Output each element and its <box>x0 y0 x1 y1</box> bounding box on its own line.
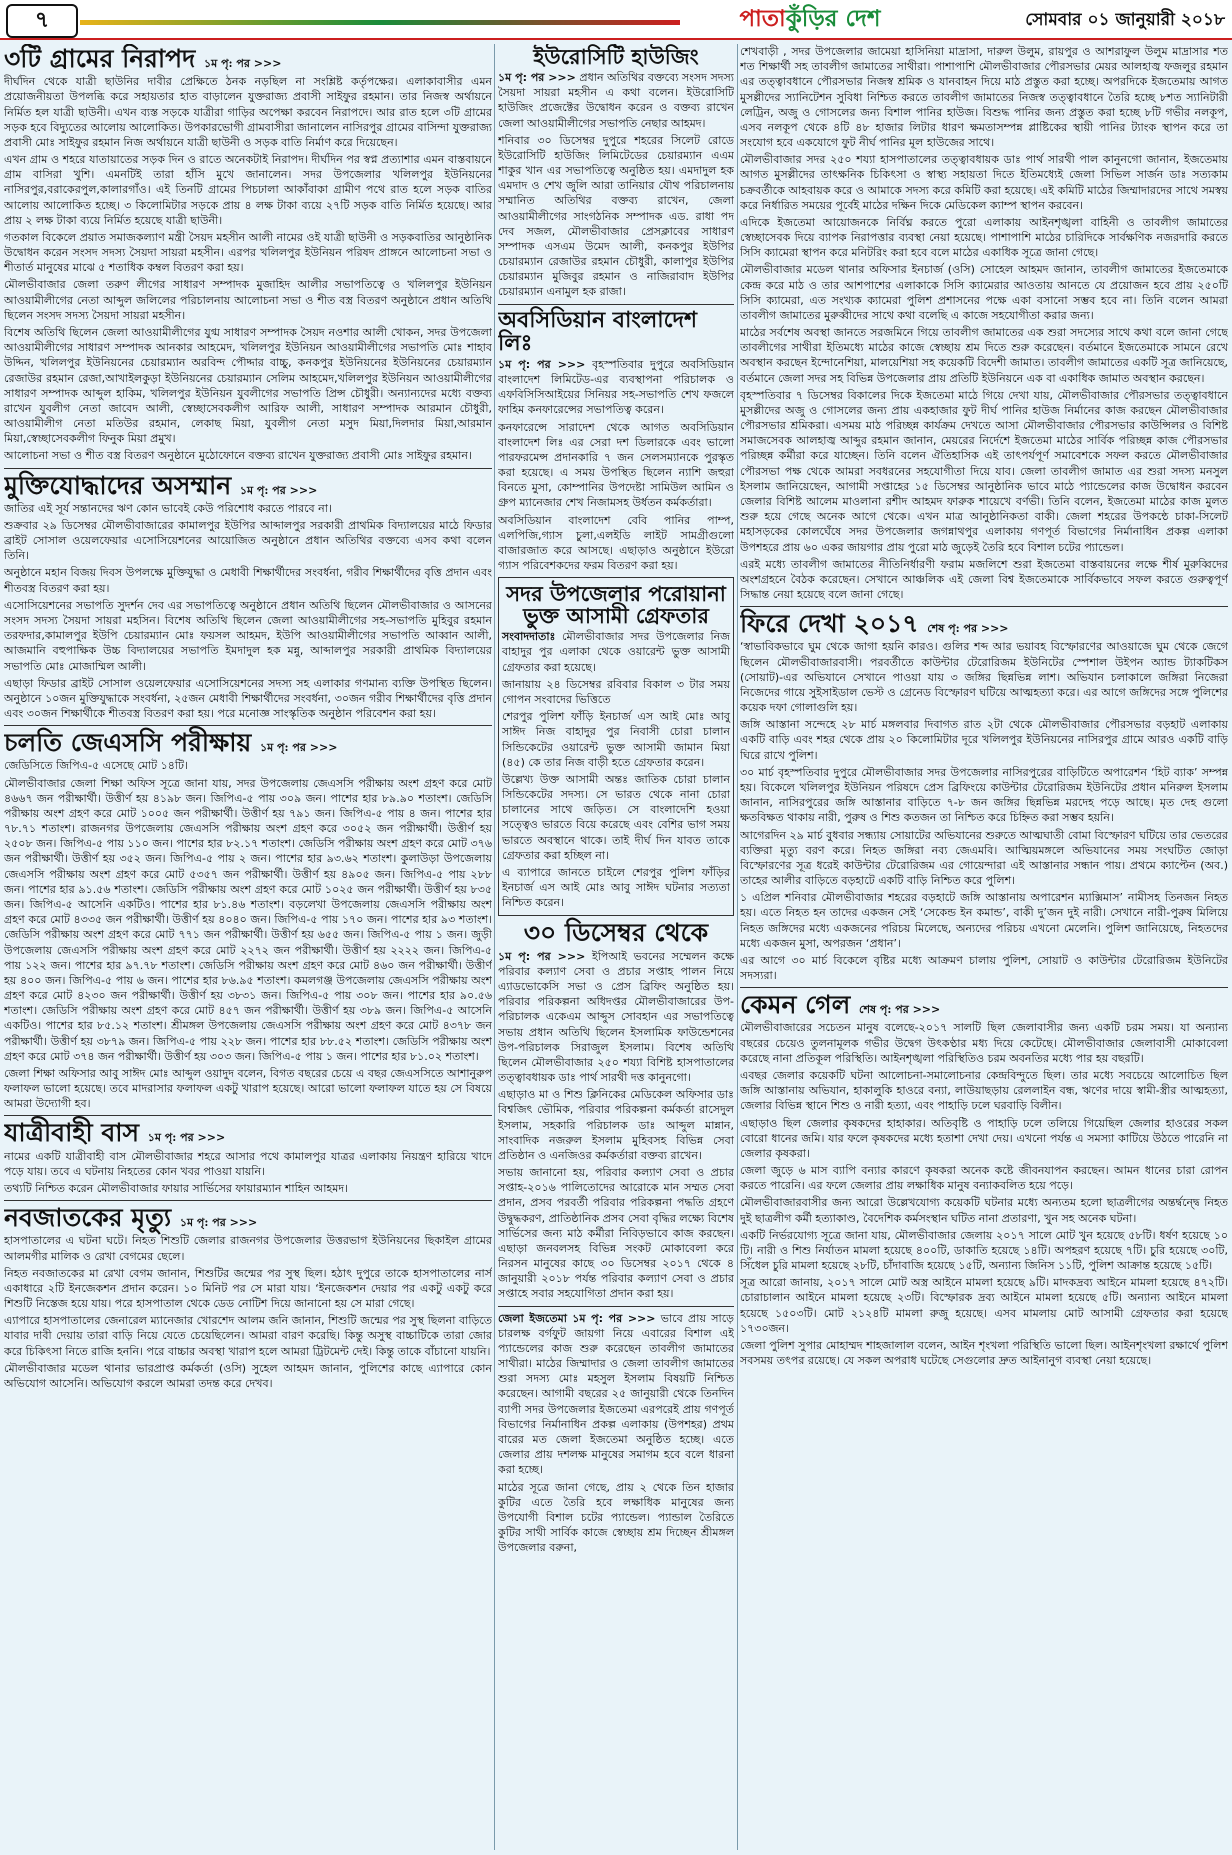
article-divider <box>4 1115 492 1116</box>
paragraph: এদিকে ইজতেমা আয়োজনকে নির্বিঘ্ন করতে পুরো এলাকায় আইনশৃঙ্খলা বাহিনী ও তাবলীগ জামাতের স্বেচ্ছাসেবক দিয়ে ব্যাপক নিরাপত্তার ব্যবস্থা নেয়া হয়েছে। পাশাপাশি মাঠের চারিদিকে সার্বক্ষণিক নজরদারি করতে সিসি ক্যামেরা স্থাপন করে মনিটরিং করা হবে বলে মাঠের একাধিক সূত্রে জানা গেছে। <box>740 215 1228 260</box>
article-divider <box>498 1306 734 1307</box>
article-headline <box>740 992 1228 1018</box>
paragraph: ১ এপ্রিল শনিবার মৌলভীবাজার শহরের বড়হাটে জঙ্গি আস্তানায় অপারেশন ম্যাক্সিমাস’ নামীসহ তিনজন নিহত হয়। এতে নিহত হন তাদের একজন সেই ‘সেকেন্ড ইন কমান্ড’, বাকী দু’জন দুই নারী। সেখানে নারী-পুরুষ মিলিয়ে নিহত জঙ্গিদের মধ্যে একজনের পরিচয় মিলেছে, অন্যদের পরিচয় এখনো মেলেনি। পুলিশ জানিয়েছে, নিহতদের মধ্যে একজন মুসা, অপরজন ‘প্রধান’। <box>740 891 1228 950</box>
paragraph: অনুষ্ঠানে মহান বিজয় দিবস উপলক্ষে মুক্তিযুদ্ধা ও মেধাবী শিক্ষার্থীদের সংবর্ধনা, গরীব শিক্ষার্থীদের বৃত্তি প্রদান এবং শীতবস্ত্র বিতরণ করা হয়। <box>4 566 492 595</box>
paragraph: দীর্ঘদিন থেকে যাত্রী ছাউনির দাবীর প্রেক্ষিতে ঠনক নড়ছিল না সংশ্লিষ্ট কর্তৃপক্ষের। এলাকাবাসীর এমন প্রয়োজনীয়তা উপলব্ধি করে সহায়তার হাত বাড়ালেন যুক্তরাজ্য প্রবাসী সাইফুর রহমান। তার নিজস্ব অর্থায়নে নির্মিত হল যাত্রী ছাউনী। এখন ব্যস্ত সড়কে যাত্রীরা গাড়ির অপেক্ষা করবেন নিরাপদে। আর রাত হলে ৩টি গ্রামের সড়ক হবে বিদ্যুতের আলোয় আলোকিত। উপকারভোগী গ্রামবাসীরা জানালেন নাসিরপুর গ্রামের বাসিন্দা যুক্তরাজ্য প্রবাসী মোঃ সাইফুর রহমান নিজ অর্থায়নে যাত্রী ছাউনী ও সড়ক বাতি নির্মাণ করে দিয়েছেন। <box>4 75 492 149</box>
article-divider <box>4 468 492 469</box>
paragraph: জেলা জুড়ে ৬ মাস ব্যাপি বন্যার কারণে কৃষকরা অনেক কষ্টে জীবনযাপন করছেন। আমন ধানের চারা রোপন করতে পারেনি। এর ফলে জেলার প্রায় লক্ষাধিক মানুষ বন্যাকবলিত হয়ে পড়ে। <box>740 1164 1228 1193</box>
paragraph: মৌলভীবাজারবাসীর জন্য আরো উল্লেখযোগ্য কয়েকটি ঘটনার মধ্যে অন্যতম হলো ছাত্রলীগের অন্তর্দ্বন্দ্বে নিহত দুই ছাত্রলীগ কর্মী হত্যাকাণ্ড, বৈদেশিক কর্মসংস্থান ঘটিত নানা প্রতারণা, খুন সহ অনেক ঘটনা। <box>740 1196 1228 1225</box>
paragraph-text: ভাবে প্রায় সাড়ে চারলক্ষ বর্গফুট জায়গা নিয়ে এবারের বিশাল এই প্যান্ডেলের কাজ শুরু করেছেন তাবলীগ জামাতের সাথীরা। মাঠের জিম্মাদার ও জেলা তাবলীগ জামাতের শুরা সদস্য মোঃ মহসুল ইসলাম বিষয়টি নিশ্চিত করেছেন। আগামী বছরের ২৫ জানুয়ারী থেকে তিনদিন ব্যাপী সদর উপজেলার ইজতেমা এরপরেই প্রায় গণপূর্ত বিভাগের নির্মানাধিন প্রকল্প এলাকায় (উপশহর) প্রথম বারের মত জেলা ইজতেমা অনুষ্ঠিত হচ্ছে। এতে জেলার প্রায় দশলক্ষ মানুষের সমাগম হবে বলে ধারনা করা হচ্ছে। <box>498 1311 734 1477</box>
paragraph: এ ব্যাপারে জানতে চাইলে শেরপুর পুলিশ ফাঁড়ির ইনচার্জ এস আই মোঃ আবু সাঈদ ঘটনার সত্যতা নিশ্চিত করেন। <box>502 865 730 910</box>
paragraph-text: বৃহস্পতিবার দুপুরে অবসিডিয়ান বাংলাদেশ লিমিটেড-এর ব্যবস্থাপনা পরিচালক ও এফবিসিসিআইয়ের সিনিয়র সহ-সভাপতি শেখ ফজলে ফাহিম কনফারেন্সের সভাপতিত্ব করেন। <box>498 357 734 417</box>
headline-text: যাত্রীবাহী বাস <box>4 1118 140 1148</box>
paragraph-text: মৌলভীবাজার সদর উপজেলার নিজ বাহাদুর পুর এলাকা থেকে ওয়ারেন্ট ভুক্ত আসামী গ্রেফতার করা হয়েছে। <box>502 630 731 674</box>
inline-headline: জেলা ইজতেমা <box>498 1311 567 1325</box>
paragraph: আগেরদিন ২৯ মার্চ বুধবার সন্ধ্যায় সোয়াটের অভিযানের শুরুতে আত্মঘাতী বোমা বিস্ফোরণ ঘটিয়ে তার ভেতরের ব্যক্তিরা মৃত্যু বরণ করে। নিহত জঙ্গিরা নব্য জেএমবি। আত্মিয়মঙ্গলে অভিযানের সময় সংঘটিত জোড়া বিস্ফোরণের সূত্র ধরেই কাউন্টার টেরোরিজম এর গোয়েন্দারা এই আস্তানার সন্ধান পায়। প্রথমে ক্যাপ্টেন (অব.) তাহের আলীর বাড়িতে বড়হাটে একটি বাড়ি নিশ্চিত করে পুলিশ। <box>740 828 1228 888</box>
paragraph: এসোসিয়েশনের সভাপতি সুদর্শন দেব এর সভাপতিত্বে অনুষ্ঠানে প্রধান অতিথি ছিলেন মৌলভীবাজার ও আসনের সংসদ সদস্য সৈয়দা সায়রা মহসিন। বিশেষ অতিথি ছিলেন জেলা আওয়ামীলীগের সহ-সভাপতি মুহিবুর রহমান তরফদার,কামালপুর ইউপি চেয়ারম্যান মোঃ ফয়সল আহমদ, ইউপি আওয়ামীলীগের সভাপতি আব্বান আলী, আজমানি বহুপাক্ষিক উচ্চ বিদ্যালয়ের সভাপতি ইমদাদুল হক মন্নু, আব্দালপুর সরকারী প্রাথমিক বিদ্যালয়ের সভাপতি মোঃ মোজাম্মিল আলী। <box>4 598 492 673</box>
paragraph: জেলা শিক্ষা অফিসার আবু সাঈদ মোঃ আব্দুল ওয়াদুদ বলেন, বিগত বছরের চেয়ে এ বছর জেএসসিতে আশানুরুপ ফলাফল ভালো হয়েছে। তবে মাদরাসার ফলাফল একটু খারাপ হয়েছে। আরো ভালো ফলাফল যাতে হয় সে বিষয়ে আমরা উদ্যোগী হব। <box>4 1066 492 1111</box>
paragraph: এছাড়া ফিডার ব্রাইট সোসাল ওয়েলফেয়ার এসোসিয়েশনের সদস্য সহ এলাকার গণমান্য ব্যক্তি উপস্থিত ছিলেন। অনুষ্ঠানে ১০জন মুক্তিযুদ্ধাকে সংবর্ধনা, ২৫জন মেধাবী শিক্ষার্থীদের সংবর্ধনা, ৩০জন গরীব শিক্ষার্থীদের বৃত্তি প্রদান এবং ৩০জন শিক্ষার্থীকে শীতবস্ত্র বিতরণ করা হয়। পরে মনোজ্ঞ সাংস্কৃতিক অনুষ্ঠান পরিবেশন করা হয়। <box>4 676 492 721</box>
paragraph: শুক্রবার ২৯ ডিসেম্বর মৌলভীবাজারের কামালপুর ইউপির আব্দালপুর সরকারী প্রাথমিক বিদ্যালয়ের মাঠে ফিডার ব্রাইট সোসাল ওয়েলফেয়ার এসোসিয়েশনের আয়োজিত অনুষ্ঠানে প্রধান অতিথির বক্তব্যে এসব কথা বলেন তিনি। <box>4 518 492 563</box>
paragraph: এর আগে ৩০ মার্চ বিকেলে বৃষ্টির মধ্যে আক্রমণ চালায় পুলিশ, সোয়াট ও কাউন্টার টেরোরিজম ইউনিটের সদস্যরা। <box>740 953 1228 983</box>
article-headline: ইউরোসিটি হাউজিং <box>533 44 699 69</box>
paragraph: সূত্র আরো জানায়, ২০১৭ সালে মোট অস্ত্র আইনে মামলা হয়েছে ৯টি। মাদকদ্রব্য আইনে মামলা হয়েছে ৪৭২টি। চোরাচালান আইনে মামলা হয়েছে ২৩টি। বিস্ফোরক দ্রব্য আইনে মামলা হয়েছে ৫টি। অন্যান্য আইনে মামলা হয়েছে ১৫০৩টি। মোট ২১২৪টি মামলা রুজু হয়েছে। এসব মামলায় মোট আসামী গ্রেফতার করা হয়েছে ১৭৩০জন। <box>740 1276 1228 1335</box>
paragraph: মৌলভীবাজার মডেল থানার ভারপ্রাপ্ত কর্মকর্তা (ওসি) সুহেল আহমদ জানান, পুলিশের কাছে এ্যাপারে কোন অভিযোগ আসেনি। অভিযোগ করলে আমরা তদন্ত করে দেখব। <box>4 1361 492 1390</box>
article-headline <box>4 470 492 500</box>
continuation-marker: ১ম পৃ: পর >>> <box>259 741 338 755</box>
paragraph: জঙ্গি আস্তানা সন্দেহে ২৮ মার্চ মঙ্গলবার দিবাগত রাত ২টা থেকে মৌলভীবাজার পৌরসভার বড়হাট এলাকায় একটি বাড়ি এবং শহর থেকে প্রায় ২০ কিলোমিটার দূরে খলিলপুর ইউনিয়নের নাসিরপুর গ্রামে আরও একটি বাড়ি ঘিরে রাখে পুলিশ। <box>740 718 1228 762</box>
article-freedom-fighters <box>4 470 492 722</box>
paragraph <box>498 70 734 131</box>
column-right <box>740 44 1228 1850</box>
paragraph: এবছর জেলার কয়েকটি ঘটনা আলোচনা-সমালোচনার কেন্দ্রবিন্দুতে ছিল। তার মধ্যে সবচেয়ে আলোচিত ছিল জঙ্গি আস্তানায় অভিযান, হাকালুকি হাওরে বন্যা, লাউয়াছড়ায় রেললাইন বন্ধ, ঋণের দায়ে স্বামী-স্ত্রীর আত্মহত্যা, জেলার বিভিন্ন স্থানে শিশু ও নারী হত্যা, এবং পাহাড়ি ঢলে ঘরবাড়ি বিলীন। <box>740 1068 1228 1113</box>
paragraph: জেলা পুলিশ সুপার মোহাম্মদ শাহজালাল বলেন, আইন শৃংখলা পরিস্থিতি ভালো ছিল। আইনশৃংখলা রক্ষার্থে পুলিশ সবসময় তৎপর রয়েছে। যে সকল অপরাধ ঘটেছে সেগুলোর দ্রুত আইনানুগ ব্যবস্থা নেয়া হয়েছে। <box>740 1338 1228 1368</box>
masthead-color-stripe <box>80 20 680 25</box>
headline-text: কেমন গেল <box>740 990 851 1020</box>
paragraph: গতকাল বিকেলে প্রয়াত সমাজকল্যাণ মন্ত্রী সৈয়দ মহসীন আলী নামের ওই যাত্রী ছাউনী ও সড়কবাতির আনুষ্ঠানিক উদ্বোধন করেন সংসদ সদস্য সৈয়দা সায়রা মহসীন। এরপর খলিলপুর ইউনিয়ন পরিষদ প্রাঙ্গনে আলোচনা সভা ও শীতার্ত মানুষের মাঝে ৫ শতাধিক কম্বল বিতরণ করা হয়। <box>4 230 492 275</box>
column-middle <box>498 44 734 1850</box>
paragraph: বৃহস্পতিবার ৭ ডিসেম্বর বিকালের দিকে ইজতেমা মাঠে গিয়ে দেখা যায়, মৌলভীবাজার পৌরসভার তত্ত্বাবধানে মুসল্লীদের অজু ও গোসলের জন্য প্রায় একহাজার ফুট দীর্ঘ পানির হাউজ নির্মানের কাজ করছেন মৌলভীবাজার পৌরসভার শ্রমিকরা। এসময় মাঠ পরিচ্ছন্ন কার্যক্রম দেখতে আসা মৌলভীবাজার পৌরসভার কাউন্সিলর ও বিশিষ্ট সমাজসেবক আলহাজ্ব আব্দুর রহমান জানান, মেয়রের নির্দেশে ইজতেমা মাঠের সার্বিক পরিচ্ছন্ন কাজ পৌরসভার পরিচ্ছন্ন কর্মীরা করে যাচ্ছেন। তিনি বলেন ঐতিহাসিক এই তাৎপর্যপূর্ণ সমাবেশকে সফল করতে মৌলভীবাজার পৌরসভা পক্ষ থেকে আমরা সবধরনের সহযোগীতা দিয়ে যাব। জেলা তাবলীগ জামাত এর শুরা সদস্য মনসুল ইসলাম জানিয়েছেন, আগামী সপ্তাহের ১৫ ডিসেম্বর আনুষ্ঠানিক ভাবে মাঠে প্যান্ডেলের কাজ উদ্বোধন করবেন জেলার বিশিষ্ট আলেম মাওলানা রশীদ আহমদ ফারুক শায়েখে বর্ণভী। তিনি বলেন, ইজতেমা মাঠের কাজ মুলত শুরু হয়ে গেছে অনেক আগে থেকে। এখন মাত্র আনুষ্ঠানিকতা বাকী। জেলা শহরের উপকন্ঠে চাকা-সিলেট মহাসড়কের কোলঘেঁষে সদর উপজেলার জগন্নাথপুর এলাকায় গণপূর্ত বিভাগের নির্মানাধিন প্রকল্প এলাকা উপশহরে প্রায় ৬০ একর জায়গার প্রায় পুরো মাঠ জুড়েই তৈরি হবে বিশাল চটের প্যান্ডেল। <box>740 388 1228 554</box>
continuation-marker: ১ম পৃ: পর >>> <box>147 1131 226 1145</box>
paragraph: বিশেষ অতিথি ছিলেন জেলা আওয়ামীলীগের যুগ্ম সাধারণ সম্পাদক সৈয়দ নওশার আলী খোকন, সদর উপজেলা আওয়ামীলীগের সাধারণ সম্পাদক আনকার আহমেদ, খলিলপুর ইউনিয়ন আওয়ামীলীগের সভাপতি মোঃ শাহাব উদ্দিন, খলিলপুর ইউনিয়নের চেয়ারম্যান অরবিন্দ পৌদ্দার বাচ্চু, কনকপুর ইউনিয়নের ইউনিয়নের চেয়ারম্যান রেজাউর রহমান রেজা,আখাইলকুড়া ইউনিয়নের চেয়ারম্যান সেলিম আহমেদ,খলিলপুর ইউনিয়ন আওয়ামীলীগের সাধারণ সম্পাদক আব্দুল হাকিম, খলিলপুর ইউনিয়ন যুবলীগের সভাপতি প্রিন্স চৌধুরী। অন্যান্যদের মধ্যে বক্তব্য রাখেন যুবলীগ নেতা জাবেদ আলী, স্বেচ্ছাসেবকলীগ আরিফ আলী, সাধারণ সম্পাদক আরমান চৌধুরী, আওয়ামীলীগ নেতা মতিউর রহমান, লেকাছ মিয়া, যুবলীগ নেতা মসুদ মিয়া,দিলদার মিয়া,আরমান মিয়া,স্বেচ্ছাসেবকলীগ ফিনুক মিয়া প্রমুখ। <box>4 326 492 446</box>
continuation-marker: ১ম পৃ: পর >>> <box>498 949 586 963</box>
headline-text: ফিরে দেখা ২০১৭ <box>740 609 919 639</box>
article-divider <box>498 304 734 305</box>
paragraph <box>498 357 734 418</box>
article-looking-back-2017 <box>740 611 1228 983</box>
headline-text: চলতি জেএসসি পরীক্ষায় <box>4 728 252 758</box>
paragraph <box>498 1311 734 1478</box>
dateline: সংবাদদাতাঃ <box>502 630 556 644</box>
paragraph: মৌলভীবাজার মডেল থানার অফিসার ইনচার্জ (ওসি) সোহেল আহমদ জানান, তাবলীগ জামাতের ইজতেমাকে কেন্দ্র করে মাঠ ও তার আশপাশের এলাকাকে সিসি ক্যামেরার আওতায় আনতে যে প্রয়োজন হবে প্রায় ২৫০টি সিসি ক্যামেরা, এত সংখ্যক ক্যামেরা পুলিশ প্রশাসনের পক্ষে একা বসানো সম্ভব হবে না। তিনি বলেন আমরা তাবলীগ জামাতের মুরুব্বীদের সাথে কথা বলেছি এ কাজে সহযোগীতা করার জন্য। <box>740 263 1228 322</box>
article-district-ijtema <box>498 1311 734 1556</box>
article-obsidian <box>498 306 734 574</box>
paragraph: ৩০ মার্চ বৃহস্পতিবার দুপুরে মৌলভীবাজার সদর উপজেলার নাসিরপুরের বাড়িটিতে অপারেশন ‘হিট ব্যাক’ সম্পন্ন হয়। বিকেলে খলিলপুর ইউনিয়ন পরিষদে প্রেস ব্রিফিংয়ে কাউন্টার টেরোরিজম ইউনিটের প্রধান মনিরুল ইসলাম জানান, নাসিরপুরের জঙ্গি আস্তানার বাড়িতে ৭-৮ জন জঙ্গির ছিন্নভিন্ন মরদেহ পড়ে আছে। মৃত দেহ গুলো ক্ষতবিক্ষত থাকায় নারী, পুরুষ ও শিশু কতজন তা নিশ্চিত করে চিহ্নিত করা সম্ভব হয়নি। <box>740 765 1228 825</box>
paragraph: নিহত নবজাতকের মা রেখা বেগম জানান, শিশুটির জন্মের পর সুস্থ ছিল। হঠাৎ দুপুরে তাকে হাসপাতালের নার্স একাধারে ২টি ইনজেকশন প্রদান করেন। ১০ মিনিট পর সে মারা যায়। ‘ইনজেকশন দেয়ার পর একটু একটু করে শিশুটি নিস্তেজ হয়ে যায়। পরে হাসপাতাল থেকে ডেড নোটিশ দিয়ে জানানো হয় সে মারা গেছে। <box>4 1266 492 1311</box>
logo-part-2: কুঁড়ির দেশ <box>785 6 881 32</box>
paragraph: অবসিডিয়ান বাংলাদেশ বেবি পানির পাম্প, এলপিজি,গ্যাস চুলা,এলইডি লাইট সামগ্রীগুলো বাজারজাত করে আসছে। এছাড়াও অনুষ্ঠানে ইউরো গ্যাস পরিবেশকদের ফরম বিতরণ করা হয়। <box>498 513 734 573</box>
column-divider <box>737 44 738 1850</box>
paragraph: জাতির এই সূর্য সন্তানদের ঋণ কোন ভাবেই কেউ পরিশোধ করতে পারবে না। <box>4 501 332 515</box>
article-how-was-it <box>740 992 1228 1368</box>
paragraph: ‘স্বাভাবিকভাবে ঘুম থেকে জাগা হয়নি কারও। গুলির শব্দ আর ভয়াবহ বিস্ফোরণের আওয়াজে ঘুম থেকে জেগে ছিলেন মৌলভীবাজারবাসী। পরবর্তীতে কাউন্টার টেরোরিজম ইউনিটের স্পেশাল উইপন অ্যান্ড ট্যাকটিকস (সোয়াট)-এর অভিযানে সেখানে পাওয়া যায় ৩ জঙ্গির ছিন্নভিন্ন লাশ। অভিযান চলাকালে জঙ্গিরা নিজেরা নিজেদের গায়ে সুইসাইডাল ভেস্ট ও গ্রেনেড বিস্ফোরণ ঘটিয়ে আত্মহত্যা করে। এর আগে জঙ্গিদের সঙ্গে পুলিশের কয়েক দফা গোলাগুলি হয়। <box>740 640 1228 715</box>
paragraph: মৌলভীবাজার জেলা তরুণ লীগের সাধারণ সম্পাদক মুজাহিদ আলীর সভাপতিত্বে ও খলিলপুর ইউনিয়ন আওয়ামীলীগের নেতা আব্দুল জলিলের পরিচালনায় আলোচনা সভা ও শীত বস্ত্র বিতরণ অনুষ্ঠানে প্রধান অতিথি ছিলেন সংসদ সদস্য সৈয়দা সায়রা মহসীন। <box>4 278 492 322</box>
article-eurocity-housing <box>498 46 734 300</box>
article-divider <box>740 606 1228 607</box>
paragraph-text: প্রধান অতিথির বক্তব্যে সংসদ সদস্য সৈয়দা সায়রা মহসীন এ কথা বলেন। ইউরোসিটি হাউজিং প্রজেক্টের উদ্বোধন করেন ও বক্তব্য রাখেন জেলা আওয়ামীলীগের সভাপতি নেছার আহমদ। <box>498 71 734 130</box>
logo-part-1: পাতা <box>739 6 786 32</box>
article-jsc-exam <box>4 730 492 1111</box>
article-headline <box>4 730 492 756</box>
paragraph: মাঠের সর্বশেষ অবস্থা জানতে সরজমিনে গিয়ে তাবলীগ জামাতের এক শুরা সদস্যের সাথে কথা বলে জানা গেছে তাবলীগের সাথীরা ইতিমধ্যে মাঠের কাজে স্বেচ্ছায় শ্রম দিতে শুরু করেছেন। বর্তমানে ইজতেমাকে সামনে রেখে অবস্থান করছেন ইন্দোনেশিয়া, মালয়েশিয়া সহ কয়েকটি বিদেশী জামাত। তাবলীগ জামাতের একটি সূত্র জানিয়েছে, বর্তমানে জেলা সদর সহ বিভিন্ন উপজেলার প্রায় প্রতিটি ইউনিয়নে এক বা একাধিক জামাত অবস্থান করছেন। <box>740 326 1228 385</box>
issue-date: সোমবার ০১ জানুয়ারী ২০১৮ <box>1025 10 1225 30</box>
continuation-marker: ১ম পৃ: পর >>> <box>498 71 576 85</box>
article-divider <box>4 725 492 726</box>
article-headline <box>4 1120 492 1146</box>
paragraph: উল্লেখ্য উক্ত আসামী অন্তঃ জাতিক চোরা চালান সিন্ডিকেটের সদস্য। সে ভারত থেকে নানা চোরা চালানের সাথে জড়িত। সে বাংলাদেশি হওয়া সত্ত্বেও ভারতে বিয়ে করেছে এবং বেশির ভাগ সময় ভারতে অবস্থানে থাকে। তাই দীর্ঘ দিন যাবত তাকে গ্রেফতার করা হচ্ছিল না। <box>502 772 730 862</box>
headline-text: নবজাতকের মৃত্যু <box>4 1203 172 1233</box>
paragraph: এখন গ্রাম ও শহরে যাতায়াতের সড়ক দিন ও রাতে অনেকটাই নিরাপদ। দীর্ঘদিন পর স্বপ্ন প্রত্যাশার এমন বাস্তবায়নে গ্রাম বাসিরা খুশি। এমনটিই তারা হাঁসি মুখে জানালেন। সদর উপজেলার খলিলপুর ইউনিয়নের নাসিরপুর,বরাকেরপুল,কালারগাঁও। এই তিনটি গ্রামের পিচঢালা আকাঁবাকা গ্রামীণ পথে রাত হলে সড়ক বাতির আলোয় আলোকিত হচ্ছে। ৩ কিলোমিটার সড়কে প্রায় ৪ লক্ষ টাকা ব্যয়ে ২৭টি সড়ক বাতি নির্মিত হয়েছে। আর প্রায় ২ লক্ষ টাকা ব্যয়ে নির্মিত হয়েছে যাত্রী ছাউনী। <box>4 153 492 227</box>
paragraph: শনিবার ৩০ ডিসেম্বর দুপুরে শহরের সিলেট রোডে ইউরোসিটি হাউজিং লিমিটেডের চেয়ারম্যান এএম শাকুর খান এর সভাপতিত্বে অনুষ্ঠিত হয়। এমদাদুল হক এমদাদ ও শেখ জুলি আরা তানিয়ার যৌথ পরিচালনায় সম্মানিত অতিথির বক্তব্য রাখেন, জেলা আওয়ামীলীগের সাংগঠনিক সম্পাদক এড. রাধা পদ দেব সজল, মৌলভীবাজার প্রেসক্লাবের সাধারণ সম্পাদক এসএম উমেদ আলী, কনকপুর ইউপির চেয়ারম্যান রেজাউর রহমান চৌধুরী, কালাপুর ইউপির চেয়ারম্যান মুজিবুর রহমান ও নাজিরাবাদ ইউপির চেয়ারম্যান এনামুল হক রাজা। <box>498 133 734 299</box>
paragraph: মৌলভীবাজারের সচেতন মানুষ বলেছে-২০১৭ সালটি ছিল জেলাবাসীর জন্য একটি চরম সময়। যা অন্যান্য বছরের চেয়েও তুলনামূলক গভীর উদ্বেগ উৎকণ্ঠার মধ্য দিয়ে কেটেছে। মৌলভীবাজার জেলাবাসী মোকাবেলা করেছে নানা প্রতিকূল পরিস্থিতি। আইনশৃঙ্খলা পরিস্থিতিও চরম অবনতির মধ্যে পার হয় বছরটি। <box>740 1021 1228 1065</box>
paragraph: এছাড়াও ছিল জেলার কৃষকদের হাহাকার। অতিবৃষ্টি ও পাহাড়ি ঢলে তলিয়ে গিয়েছিল জেলার হাওরের সকল বোরো ধানের জমি। যার ফলে কৃষকদের মধ্যে হতাশা দেখা দেয়। এখনো পর্যন্ত এ সমস্যা কাটিয়ে উঠতে পারেনি না জেলার কৃষকরা। <box>740 1116 1228 1160</box>
continuation-marker: ১ম পৃ: পর >>> <box>179 1216 258 1230</box>
paragraph: শেখবাড়ী , সদর উপজেলার জামেয়া হাসিনিয়া মাদ্রাসা, দারুল উলুম, রায়পুর ও আশরাফুল উলুম মাদ্রাসার শত শত শিক্ষার্থী সহ তাবলীগ জামাতের সাথীরা। পাশাপাশি মৌলভীবাজার পৌরসভার মেয়র আলহাজ্ব ফজলুর রহমান এর তত্ত্বাবধানে পৌরসভার নিজস্ব শ্রমিক ও যানবাহন দিয়ে মাঠ প্রস্তুত করা হচ্ছে। অপরদিকে ইজতেমায় আগত মুসল্লীদের স্যানিটেশন সুবিধা নিশ্চিত করতে তাবলীগ জামাতের নিজস্ব তত্ত্বাবধানে তৈরি হচ্ছে ৮শত স্যানিটারী লেট্রিন, অজু ও গোসলের জন্য বিশাল পানির হাউজ। বিশুদ্ধ পানির জন্য প্রস্তুত করা হচ্ছে ৮টি গভীর নলকূপ, এসব নলকূপ থেকে ৪টি ৪৮ হাজার লিটার ধারণ ক্ষমতাসম্পন্ন প্লাষ্টিকের স্থায়ী পানির ট্যাংক স্থাপন করে তা সংযোগ হবে একযোগে ফুট নীর্ঘ পানির মূল হাউজের সাথে। <box>740 45 1228 150</box>
article-headline <box>4 1205 492 1231</box>
article-passenger-bus <box>4 1120 492 1196</box>
headline-text: ৩টি গ্রামের নিরাপদ <box>4 44 196 73</box>
continuation-marker: শেষ পৃ: পর >>> <box>927 622 1009 636</box>
headline-text: মুক্তিযোদ্ধাদের অসম্মান <box>4 470 232 500</box>
article-dec-30 <box>498 920 734 1301</box>
article-headline: সদর উপজেলার পরোয়ানা ভুক্ত আসামী গ্রেফতার <box>506 581 726 629</box>
continuation-marker: ১ম পৃ: পর >>> <box>572 1311 656 1325</box>
article-headline: ৩০ ডিসেম্বর থেকে <box>523 918 709 948</box>
paragraph: কনফারেন্সে সারাদেশ থেকে আগত অবসিডিয়ান বাংলাদেশ লিঃ এর সেরা দশ ডিলারকে এবং ভালো পারফরমেন্স প্রদানকারি ৭ জন সেলসম্যানকে পুরস্কৃত করা হয়েছে। এ সময় উপস্থিত ছিলেন ন্যাশি জহুরা বিনতে মুসা, কোম্পানির উপদেষ্টা সামিউল আমিন ও গ্রুপ ম্যানেজার শেখ নিজামসহ উর্ধতন কর্মকর্তারা। <box>498 420 734 510</box>
paragraph: জানায়ায় ২৪ ডিসেম্বর রবিবার বিকাল ৩ টার সময় গোপন সংবাদের ভিত্তিতে <box>502 677 730 706</box>
paragraph: শেরপুর পুলিশ ফাঁড়ি ইনচার্জ এস আই মোঃ আবু সাঈদ নিজ বাহাদুর পুর নিবাসী চোরা চালান সিন্ডিকেটের ওয়ারেন্ট ভুক্ত আসামী জামান মিয়া (৪৫) কে তার নিজ বাড়ী হতে গ্রেফতার করেন। <box>502 710 730 769</box>
article-headline <box>4 46 492 72</box>
paragraph: হাসপাতালের এ ঘটনা ঘটে। নিহত শিশুটি জেলার রাজনগর উপজেলার উত্তরভাগ ইউনিয়নের ছিকাইল গ্রামের আলমগীর মালিক ও রেখা বেগমের ছেলে। <box>4 1234 492 1263</box>
paragraph: জেডিসিতে জিপিএ-৫ এসেছে মোট ১৪টি। <box>4 759 188 773</box>
paragraph <box>502 629 730 675</box>
paragraph: একটি নির্ভরযোগ্য সূত্রে জানা যায়, মৌলভীবাজার জেলায় ২০১৭ সালে মোট খুন হয়েছে ৫৮টি। ধর্ষণ হয়েছে ১০ টি। নারী ও শিশু নির্যাতন মামলা হয়েছে ৪০০টি, ডাকাতি হয়েছে ১৪টি। অপহরণ হয়েছে ৭টি। চুরি হয়েছে ৩০টি, সিঁধেল চুরি মামলা হয়েছে ২৮টি, চাঁদাবাজি হয়েছে ১৫টি, অন্যান্য জিনিস ১১টি, পুলিশ আক্রান্ত হয়েছে ১৫টি। <box>740 1228 1228 1273</box>
article-headline: অবসিডিয়ান বাংলাদেশ লিঃ <box>498 306 698 356</box>
article-village-safety <box>4 46 492 464</box>
article-newborn-death <box>4 1205 492 1391</box>
column-left <box>4 44 492 1850</box>
paragraph: সভায় জানানো হয়, পরিবার কল্যাণ সেবা ও প্রচার সপ্তাহ-২০১৬ পালিতোদের আরোকে মান সম্মত সেবা প্রদান, প্রসব পরবর্তী পরিবার পরিকল্পনা পদ্ধতি গ্রহণে উদ্বুদ্ধকরণ, প্রাতিষ্ঠানিক প্রসব সেবা বৃদ্ধির লক্ষ্যে বিশেষ সার্ভিসের জন্য মাঠ কর্মীরা নিবিড়ভাবে কাজ করছেন। এছাড়া জনবলসহ বিভিন্ন সংকট মোকাবেলা করে নিরসন মানুষের কাছে ৩০ ডিসেম্বর ২০১৭ থেকে ৪ জানুয়ারী ২০১৮ পর্যন্ত পরিবার কল্যাণ সেবা ও প্রচার সপ্তাহে সবার সহযোগিতা প্রদান করা হয়। <box>498 1166 734 1301</box>
article-divider <box>4 1200 492 1201</box>
article-ijtema-continued <box>740 44 1228 602</box>
article-warrant-arrest <box>498 577 734 916</box>
newspaper-logo <box>690 3 930 35</box>
paragraph: মাঠের সূত্রে জানা গেছে, প্রায় ২ থেকে তিন হাজার কুটির এতে তৈরি হবে লক্ষাধিক মানুষের জন্য উপযোগী বিশাল চটের প্যান্ডেল। প্যান্ডাল তৈরিতে কুটির সাথী সার্বিক কাজে স্বেচ্ছায় শ্রম দিচ্ছেন শ্রীমঙ্গল উপজেলার বরুনা, <box>498 1480 734 1555</box>
article-headline <box>740 611 1228 637</box>
continuation-marker: ১ম পৃ: পর >>> <box>498 357 586 371</box>
paragraph: এছাড়াও মা ও শিশু ক্লিনিকের মেডিকেল অফিসার ডাঃ বিশ্বজিৎ ভৌমিক, পরিবার পরিকল্পনা কর্মকর্তা রাসেদুল ইসলাম, সহকারি পরিচালক ডাঃ আব্দুল মান্নান, সাংবাদিক নজরুল ইসলাম মুহিবসহ বিভিন্ন সেবা প্রতিষ্ঠান ও এনজিওর কর্মকর্তারা বক্তব্য রাখেন। <box>498 1088 734 1162</box>
paragraph-text: ইপিআই ভবনের সম্মেলন কক্ষে পরিবার কল্যাণ সেবা ও প্রচার সপ্তাহ পালন নিয়ে এ্যাডভোকেসি সভা ও প্রেস ব্রিফিং অনুষ্ঠিত হয়। পরিবার পরিকল্পনা অধিদপ্তর মৌলভীবাজারের উপ-পরিচালক একেএম আব্দুস সোবহান এর সভাপতিত্বে সভায় প্রধান অতিথি ছিলেন ইসলামিক ফাউন্ডেশনের উপ-পরিচালক সিরাজুল ইসলাম। বিশেষ অতিথি ছিলেন মৌলভীবাজার ২৫০ শয্যা বিশিষ্ট হাসপাতালের তত্ত্বাবধায়ক ডাঃ পার্থ সারথী দত্ত কানুনগো। <box>498 949 734 1085</box>
paragraph: তথ্যটি নিশ্চিত করেন মৌলভীবাজার ফায়ার সার্ভিসের ফায়ারম্যান শাহিন আহমদ। <box>4 1182 349 1195</box>
paragraph: নামের একটি যাত্রীবাহী বাস মৌলভীবাজার শহরে আসার পথে কামালপুর যাত্রর এলাকায় নিয়ন্ত্রণ হারিয়ে খাদে পড়ে যায়। তবে এ ঘটনায় নিহতের কোন খবর পাওয়া যায়নি। <box>4 1149 492 1178</box>
continuation-marker: ১ম পৃ: পর >>> <box>204 57 282 70</box>
article-divider <box>740 987 1228 988</box>
paragraph: এরই মধ্যে তাবলীগ জামাতের নীতিনির্ধারণী ফরাম মজলিশে শুরা ইজতেমা বাস্তবায়নের লক্ষে শীর্ষ মুরুব্বিদের অংশগ্রহনে বৈঠক করেছেন। সেখানে আঞ্চলিক এই জেলা বিশ্ব ইজতেমাকে সার্বিকভাবে সফল করতে গুরুত্বপূর্ণ সিদ্ধান্ত নেয়া হয়েছে বলে জানা গেছে। <box>740 557 1228 602</box>
paragraph: মৌলভীবাজার সদর ২৫০ শয্যা হাসপাতালের তত্ত্বাবধায়ক ডাঃ পার্থ সারথী পাল কানুনগো জানান, ইজতেমায় আগত মুসল্লীদের তাৎক্ষনিক চিকিৎসা ও স্বাস্থ্য সহায়তা দিতে ইতিমধ্যেই জেলা সিভিল সার্জন ডাঃ সত্যকাম চক্রবর্তীকে আহবায়ক করে ও আমাকে সদস্য করে কমিটি করা হয়েছে। এই কমিটি মাঠের জিম্মাদারদের সাথে সমস্বয় করে নির্ধারিত সময়ের পূর্বেই মাঠের দক্ষিন দিকে মেডিকেল ক্যাম্প স্থাপন করবেন। <box>740 153 1228 212</box>
paragraph: মৌলভীবাজার জেলা শিক্ষা অফিস সূত্রে জানা যায়, সদর উপজেলায় জেএসসি পরীক্ষায় অংশ গ্রহণ করে মোট ৪৬৬৭ জন পরীক্ষার্থী। উত্তীর্ণ হয় ৪১৯৮ জন। জিপিএ-৫ পায় ৩০৯ জন। পাশের হার ৮৯.৯০ শতাংশ। জেডিসি পরীক্ষায় অংশ গ্রহণ করে মোট ১০০৫ জন পরীক্ষার্থী। উত্তীর্ণ হয় ৭৯১ জন। জিপিএ-৫ পায় ৪ জন। পাশের হার ৭৮.৭১ শতাংশ। রাজনগর উপজেলায় জেএসসি পরীক্ষায় অংশ গ্রহণ করে ৩০৫২ জন পরীক্ষার্থী। উত্তীর্ণ হয় ২৫০৮ জন। জিপিএ-৫ পায় ১১০ জন। পাশের হার ৮২.১৭ শতাংশ। জেডিসি পরীক্ষায় অংশ গ্রহণ করে মোট ৩৭৬ জন পরীক্ষার্থী। উত্তীর্ণ হয় ৩৫২ জন। জিপিএ-৫ পায় ২ জন। পাশের হার ৯৩.৬২ শতাংশ। কুলাউড়া উপজেলায় জেএসসি পরীক্ষায় অংশ গ্রহণ করে মোট ৫৩৫৭ জন পরীক্ষার্থী। উত্তীর্ণ হয় ৪৯০৫ জন। জিপিএ-৫ পায় ২৮৮ জন। পাশের হার ৯১.৫৬ শতাংশ। জেডিসি পরীক্ষায় অংশ গ্রহণ করে মোট ১০২৫ জন পরীক্ষার্থী। উত্তীর্ণ হয় ৮৩৫ জন। জিপিএ-৫ আসেনি একটিও। পাশের হার ৮১.৪৬ শতাংশ। বড়লেখা উপজেলায় জেএসসি পরীক্ষায় অংশ গ্রহণ করে মোট ৪৩৩৫ জন পরীক্ষার্থী। উত্তীর্ণ হয় ৪০৪০ জন। জিপিএ-৫ পায় ১৭০ জন। পাশের হার ৯৩ শতাংশ। জেডিসি পরীক্ষায় অংশ গ্রহণ করে মোট ৭৭১ জন পরীক্ষার্থী। উত্তীর্ণ হয় ৬৫৫ জন। জিপিএ-৫ পায় ১ জন। জুড়ী উপজেলায় জেএসসি পরীক্ষায় অংশ গ্রহণ করে মোট ২২৭২ জন পরীক্ষার্থী। উত্তীর্ণ হয় ২২২২ জন। জিপিএ-৫ পায় ১২২ জন। পাশের হার ৯৭.৭৮ শতাংশ। জেডিসি পরীক্ষায় অংশ গ্রহণ করে মোট ৪৬০ জন পরীক্ষার্থী। উত্তীর্ণ হয় ৪০০ জন। জিপিএ-৫ পায় ৬ জন। পাশের হার ৮৬.৯৫ শতাংশ। কমলগঞ্জ উপজেলায় জেএসসি পরীক্ষায় অংশ গ্রহণ করে মোট ৪২৩০ জন পরীক্ষার্থী। উত্তীর্ণ হয় ৩৮৩১ জন। জিপিএ-৫ পায় ৩০৮ জন। পাশের হার ৯০.৫৬ শতাংশ। জেডিসি পরীক্ষায় অংশ গ্রহণ করে মোট ৪৫৭ জন পরীক্ষার্থী। উত্তীর্ণ হয় ৩৮৯ জন। জিপিএ-৫ আসেনি একটিও। পাশের হার ৮৫.১২ শতাংশ। শ্রীমঙ্গল উপজেলায় জেএসসি পরীক্ষায় অংশ গ্রহণ করে মোট ৪৩৭৮ জন পরীক্ষার্থী। উত্তীর্ণ হয় ৩৮৭৯ জন। জিপিএ-৫ পায় ২২৮ জন। পাশের হার ৮৮.৫২ শতাংশ। জেডিসি পরীক্ষায় অংশ গ্রহণ করে মোট ৩৭৪ জন পরীক্ষার্থী। উত্তীর্ণ হয় ৩০৩ জন। জিপিএ-৫ পায় ১ জন। পাশের হার ৮১.০২ শতাংশ। <box>4 776 492 1063</box>
page-number: ৭ <box>6 4 78 38</box>
continuation-marker: শেষ পৃ: পর >>> <box>859 1003 941 1017</box>
masthead <box>0 0 1232 40</box>
paragraph: আলোচনা সভা ও শীত বস্ত্র বিতরণ অনুষ্ঠানে মুঠোফোনে বক্তব্য রাখেন যুক্তরাজ্য প্রবাসী মোঃ সাইফুর রহমান। <box>4 449 472 463</box>
paragraph <box>498 949 734 1086</box>
continuation-marker: ১ম পৃ: পর >>> <box>239 483 318 497</box>
column-divider <box>494 44 495 1850</box>
paragraph: এ্যাপারে হাসপাতালের জেনারেল ম্যানেজার খোরশেদ আলম জনি জানান, শিশুটি জন্মের পর সুস্থ ছিলনা বাড়িতে যাবার দাবী দেয়ায় তারা বাড়ি নিয়ে যেতে চেয়েছিলেন। আমরা বারণ করেছি। কিন্তু অসুস্থ বাচ্চাটিকে তারা জোর করে চিকিৎসা নিতে রাজি হননি। পরে বাচ্চার অবস্থা খারাপ হলে আমরা ট্রিটমেন্ট দেই। কিন্তু তাকে বাঁচানো যায়নি। <box>4 1314 492 1358</box>
